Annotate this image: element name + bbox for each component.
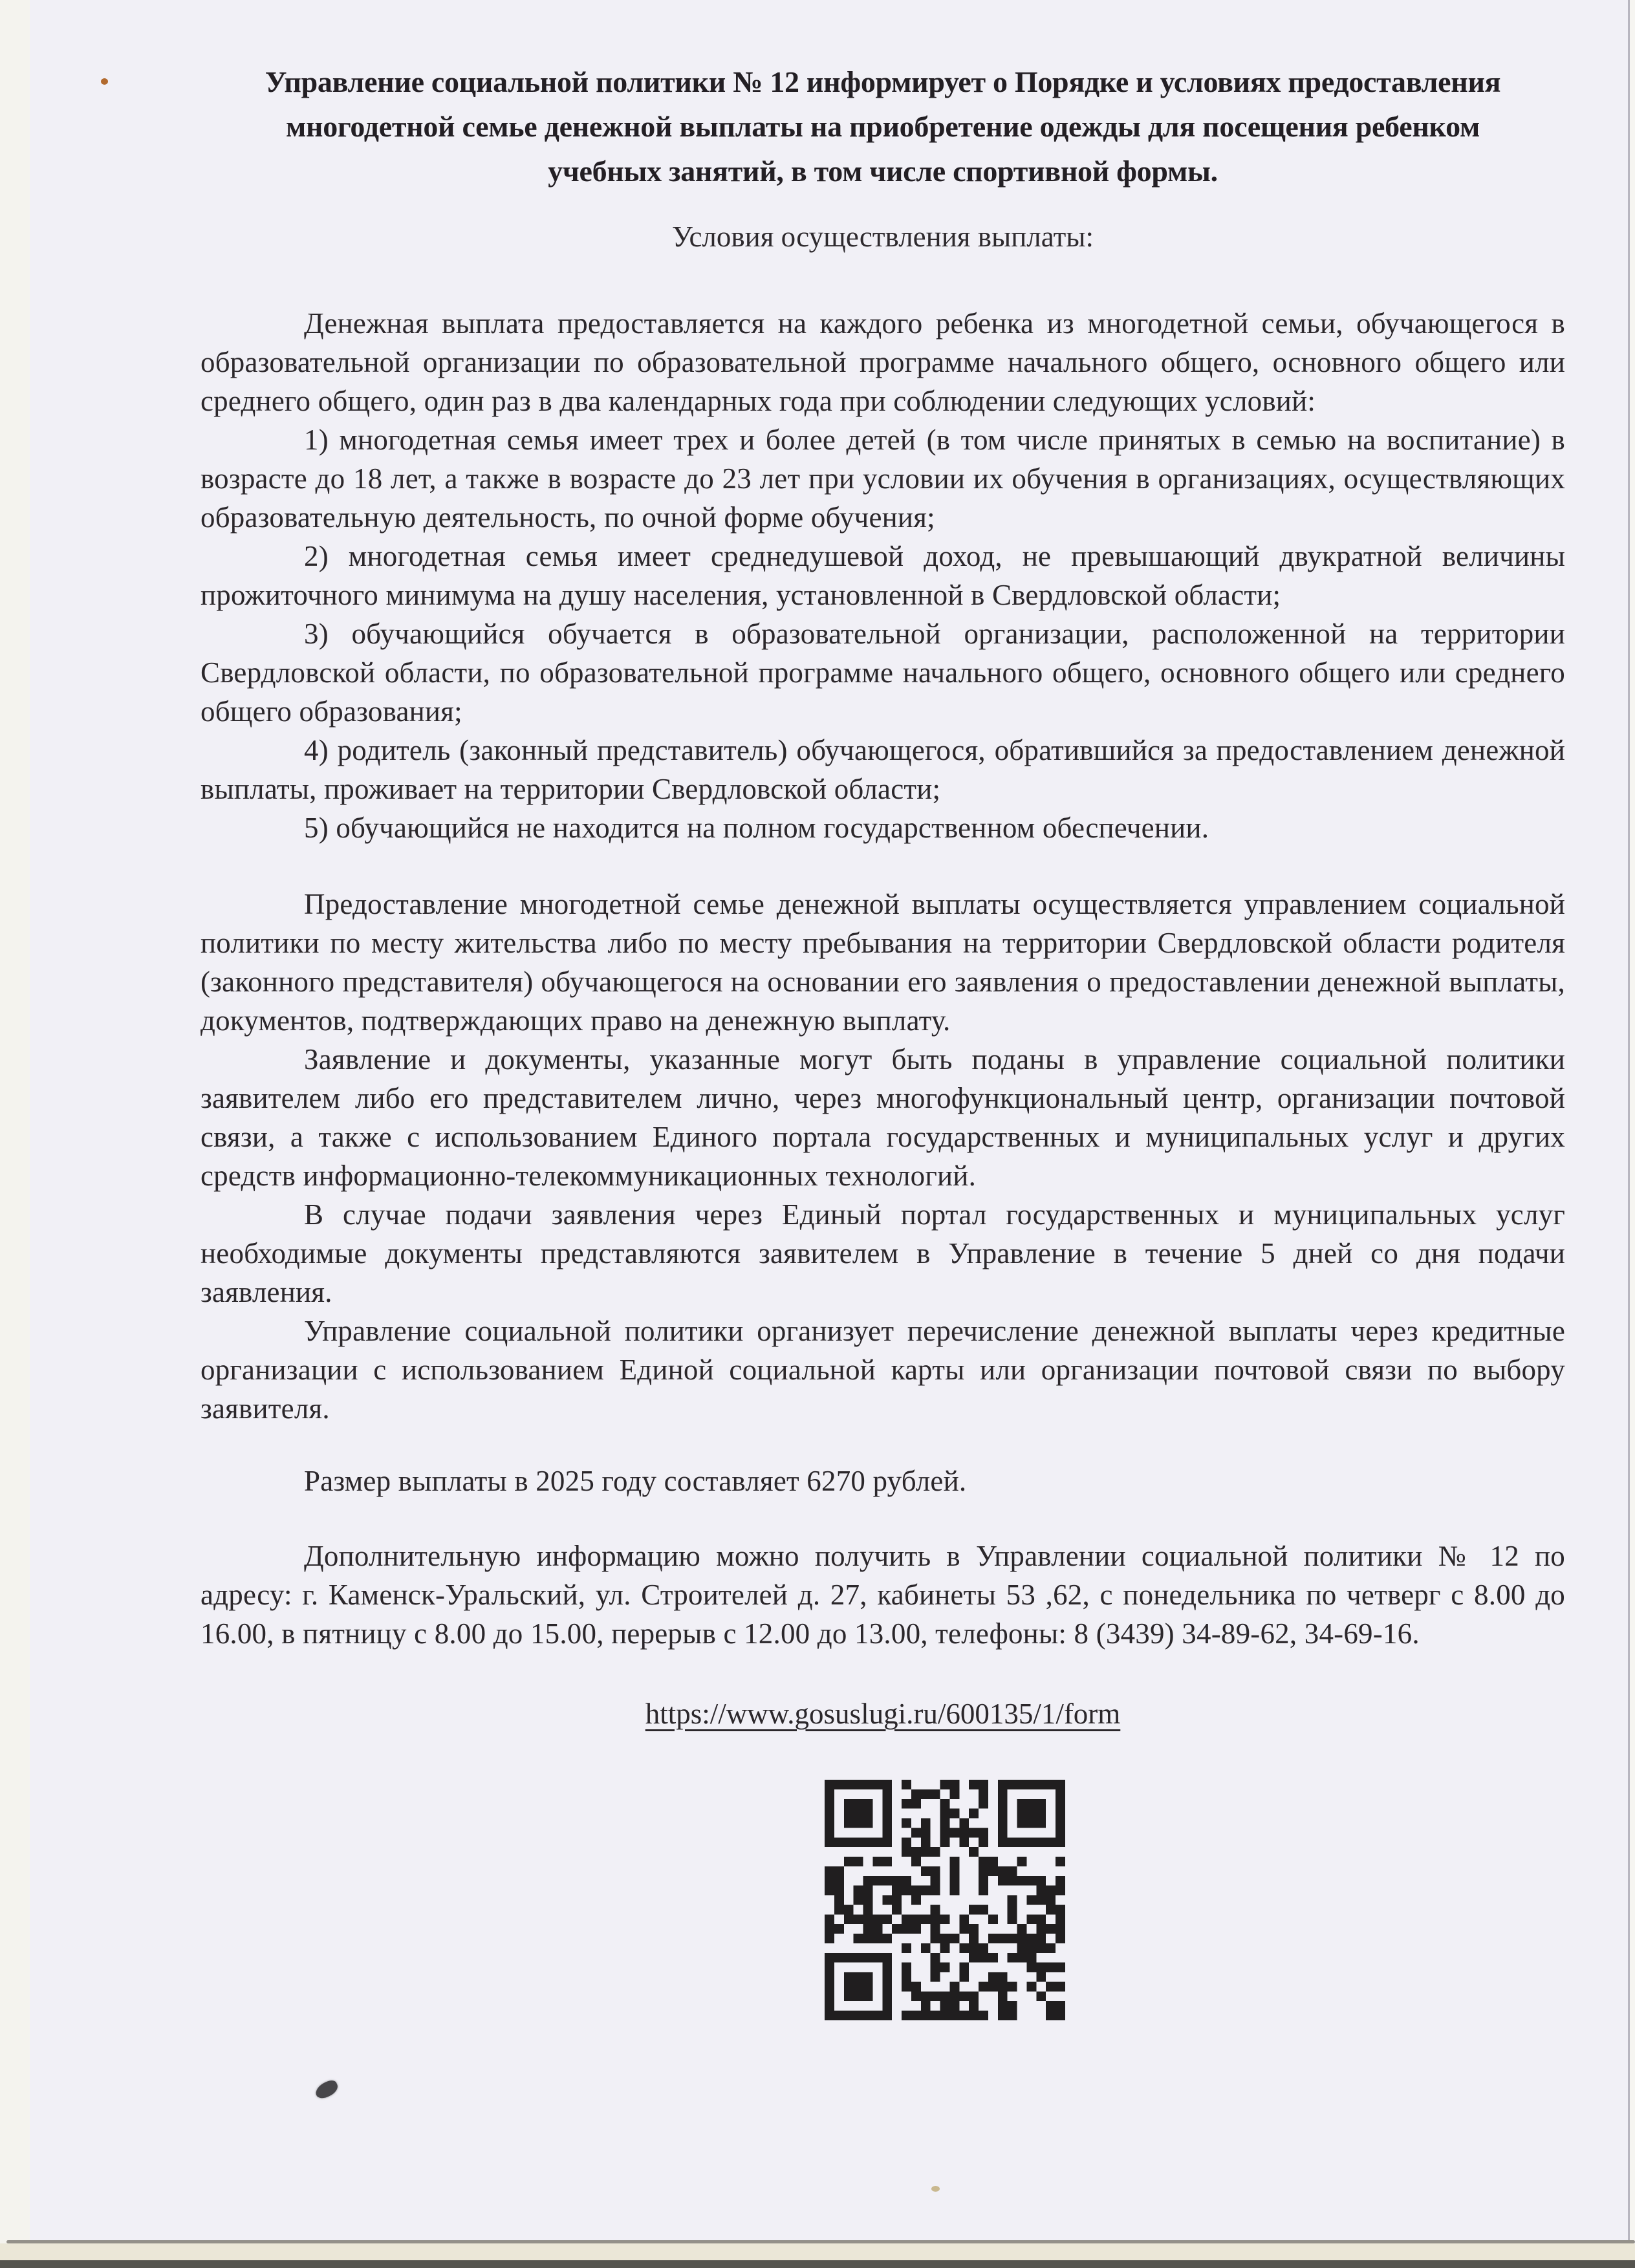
gosuslugi-link[interactable]: https://www.gosuslugi.ru/600135/1/form xyxy=(645,1698,1121,1730)
contact-info-line: Дополнительную информацию можно получить в Управлении социальной политики № 12 по адресу: г. Каменск-Уральский, ул. Строителей д. 27, кабинеты 53 ,62, с понедельника по четверг с 8.00 до 16.00, в пятницу с 8.00 до 15.00, перерыв с 12.00 до 13.00, телефоны: 8 (3439) 34-89-62, 34-69-16. xyxy=(200,1540,1565,1650)
body-text xyxy=(200,304,1565,1653)
page-title-line-2: многодетной семье денежной выплаты на приобретение одежды для посещения ребенком xyxy=(286,110,1480,143)
payment-amount-line: Размер выплаты в 2025 году составляет 6270 рублей. xyxy=(304,1465,967,1497)
body-paragraph-condition-4: 4) родитель (законный представитель) обучающегося, обратившийся за предоставлением денежной выплаты, проживает на территории Свердловской области; xyxy=(200,734,1565,805)
paper-speck-orange xyxy=(101,78,108,85)
body-paragraph-condition-2: 2) многодетная семья имеет среднедушевой доход, не превышающий двукратной величины прожиточного минимума на душу населения, установленной в Свердловской области; xyxy=(200,540,1565,611)
section-subtitle: Условия осуществления выплаты: xyxy=(672,221,1094,253)
page-title xyxy=(200,59,1565,193)
paper-speck-dark xyxy=(313,2079,340,2101)
body-paragraph-application: Заявление и документы, указанные могут быть поданы в управление социальной политики заявителем либо его представителем лично, через многофункциональный центр, организации почтовой связи, а также с использованием Единого портала государственных и муниципальных услуг и других средств информационно-телекоммуникационных технологий. xyxy=(200,1043,1565,1192)
body-paragraph-intro: Денежная выплата предоставляется на каждого ребенка из многодетной семьи, обучающегося в образовательной организации по образовательной программе начального общего, основного общего или среднего общего, один раз в два календарных года при соблюдении следующих условий: xyxy=(200,307,1565,417)
qr-code xyxy=(825,1780,1065,2020)
body-paragraph-transfer: Управление социальной политики организует перечисление денежной выплаты через кредитные организации с использованием Единой социальной карты или организации почтовой связи по выбору заявителя. xyxy=(200,1315,1565,1425)
scanner-bottom-cream-strip xyxy=(0,2243,1635,2260)
document-content xyxy=(200,59,1565,2024)
scanner-bottom-dark-strip xyxy=(0,2260,1635,2268)
body-paragraph-portal: В случае подачи заявления через Единый портал государственных и муниципальных услуг необходимые документы представляются заявителем в Управление в течение 5 дней со дня подачи заявления. xyxy=(200,1198,1565,1308)
body-paragraph-condition-1: 1) многодетная семья имеет трех и более детей (в том числе принятых в семью на воспитание) в возрасте до 18 лет, а также в возрасте до 23 лет при условии их обучения в организациях, осуществляющих образовательную деятельность, по очной форме обучения; xyxy=(200,424,1565,534)
qr-code-block xyxy=(200,1780,1565,2024)
paper-speck-beige xyxy=(931,2186,940,2192)
link-row xyxy=(200,1694,1565,1733)
body-paragraph-provision: Предоставление многодетной семье денежной выплаты осуществляется управлением социальной политики по месту жительства либо по месту пребывания на территории Свердловской области родителя (законного представителя) обучающегося на основании его заявления о предоставлении денежной выплаты, документов, подтверждающих право на денежную выплату. xyxy=(200,888,1565,1037)
paper-right-edge-strip xyxy=(1630,0,1635,2242)
body-paragraph-condition-3: 3) обучающийся обучается в образовательной организации, расположенной на территории Свердловской области, по образовательной программе начального общего, основного общего или среднего общего образования; xyxy=(200,618,1565,728)
body-paragraph-condition-5: 5) обучающийся не находится на полном государственном обеспечении. xyxy=(304,812,1209,844)
scanner-edge-strip xyxy=(0,0,30,2268)
page-title-line-1: Управление социальной политики № 12 информирует о Порядке и условиях предоставления xyxy=(265,65,1501,98)
page-title-line-3: учебных занятий, в том числе спортивной формы. xyxy=(548,155,1218,188)
paper-right-edge-line xyxy=(1628,0,1630,2242)
